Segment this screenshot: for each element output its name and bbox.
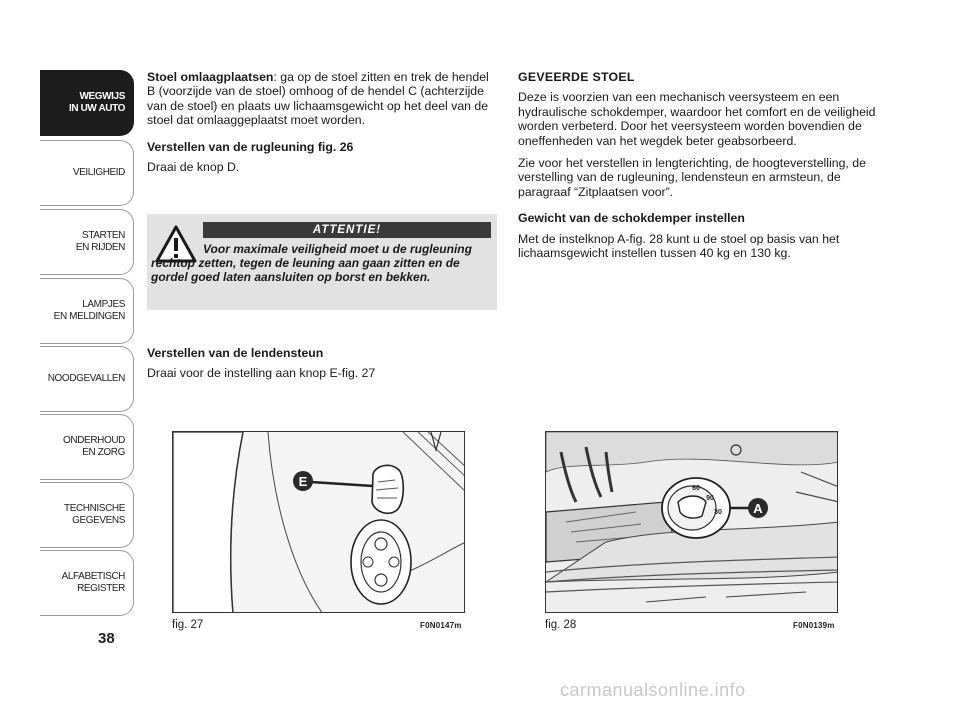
tab-lampjes[interactable]: LAMPJES EN MELDINGEN bbox=[40, 278, 134, 344]
backrest-heading: Verstellen van de rugleuning fig. 26 bbox=[147, 139, 354, 154]
tab-onderhoud[interactable]: ONDERHOUD EN ZORG bbox=[40, 414, 134, 480]
weight-adjust-knob bbox=[662, 478, 730, 538]
seat-fold-paragraph bbox=[147, 70, 497, 128]
suspended-seat-para1: Deze is voorzien van een mechanisch veersysteem en een hydraulische schokdemper, waardoor het comfort en de veiligheid worden verbeterd. Door het veersysteem worden bovendien de oneffenheden van het wegdek beter geabsorbeerd. bbox=[518, 90, 876, 148]
fig28-drawing bbox=[546, 432, 838, 613]
figure-28 bbox=[545, 431, 838, 613]
fig27-drawing bbox=[173, 432, 465, 613]
page-number: 38 bbox=[98, 630, 115, 647]
tab-wegwijs[interactable]: WEGWIJS IN UW AUTO bbox=[40, 70, 134, 136]
callout-a-label: A bbox=[753, 501, 763, 516]
dial-mark-60: 60 bbox=[692, 485, 700, 492]
figure-27 bbox=[172, 431, 465, 613]
damper-weight-heading: Gewicht van de schokdemper instellen bbox=[518, 211, 745, 226]
seat-fold-heading: Stoel omlaagplaatsen bbox=[147, 70, 274, 84]
tab-alfabetisch[interactable]: ALFABETISCH REGISTER bbox=[40, 550, 134, 616]
dial-mark-90: 90 bbox=[706, 495, 714, 502]
dial-mark-30: 30 bbox=[714, 509, 722, 516]
lumbar-heading: Verstellen van de lendensteun bbox=[147, 346, 324, 360]
left-column bbox=[147, 70, 497, 182]
lumbar-knob-e bbox=[372, 465, 403, 513]
fig27-caption: fig. 27 bbox=[172, 619, 204, 631]
fig28-code: F0N0139m bbox=[793, 621, 835, 630]
backrest-knob-d bbox=[351, 520, 411, 604]
callout-e-label: E bbox=[298, 474, 308, 489]
fig27-code: F0N0147m bbox=[420, 621, 462, 630]
damper-weight-text: Met de instelknop A-fig. 28 kunt u de stoel op basis van het lichaamsgewicht instellen tussen 40 kg en 130 kg. bbox=[518, 231, 840, 261]
warning-title: ATTENTIE! bbox=[203, 222, 491, 238]
lumbar-text: Draai voor de instelling aan knop E-fig. 27 bbox=[147, 366, 376, 381]
fig28-caption: fig. 28 bbox=[545, 619, 577, 631]
right-column bbox=[518, 70, 878, 268]
tab-noodgevallen[interactable]: NOODGEVALLEN bbox=[40, 346, 134, 412]
seat-fold-text: : ga op de stoel zitten en trek de hendel B (voorzijde van de stoel) omhoog of de hendel C (achterzijde van de stoel) en plaats uw lichaamsgewicht op het deel van de stoel dat omlaaggeplaatst moet worden. bbox=[147, 70, 489, 128]
watermark: carmanualsonline.info bbox=[560, 680, 746, 700]
suspended-seat-heading: GEVEERDE STOEL bbox=[518, 70, 635, 84]
tab-starten[interactable]: STARTEN EN RIJDEN bbox=[40, 209, 134, 275]
tab-veiligheid[interactable]: VEILIGHEID bbox=[40, 140, 134, 206]
tab-technische[interactable]: TECHNISCHE GEGEVENS bbox=[40, 482, 134, 548]
lumbar-section bbox=[147, 346, 497, 389]
warning-text: Voor maximale veiligheid moet u de rugleuning rechtop zetten, tegen de leuning aan gaan zitten en de gordel goed laten aansluiten op borst en bekken. bbox=[151, 242, 472, 284]
warning-box bbox=[147, 214, 497, 310]
backrest-text: Draai de knop D. bbox=[147, 160, 240, 175]
suspended-seat-para2: Zie voor het verstellen in lengterichting, de hoogteverstelling, de verstelling van de rugleuning, lendensteun en armsteun, de paragraaf “Zitplaatsen voor”. bbox=[518, 156, 866, 199]
